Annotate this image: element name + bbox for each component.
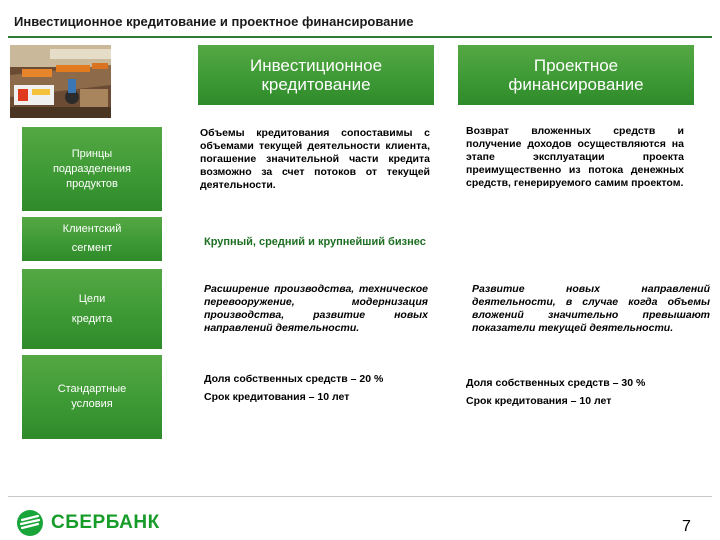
terms-project bbox=[466, 374, 696, 410]
row-header-goals-line-2: кредита bbox=[71, 312, 113, 325]
column-header-project bbox=[458, 45, 694, 105]
footer-divider bbox=[8, 496, 712, 497]
row-header-goals-line-1: Цели bbox=[78, 292, 106, 305]
row-header-principles-line-2: подразделения bbox=[52, 162, 132, 175]
principles-investment-text: Объемы кредитования сопоставимы с объемами текущей деятельности клиента, погашение значительной части кредита возможно за счет потоков от текущей деятельности. bbox=[200, 127, 430, 191]
sberbank-logo bbox=[16, 509, 160, 537]
row-header-terms-line-2: условия bbox=[71, 398, 113, 410]
terms-investment-equity: Доля собственных средств – 20 % bbox=[204, 373, 384, 385]
terms-project-duration: Срок кредитования – 10 лет bbox=[466, 395, 612, 407]
terms-investment-duration: Срок кредитования – 10 лет bbox=[204, 391, 350, 403]
row-header-goals bbox=[22, 269, 162, 349]
page-number: 7 bbox=[682, 518, 691, 535]
column-header-project-line-1: Проектное bbox=[533, 56, 619, 75]
row-header-principles-line-3: продуктов bbox=[66, 177, 118, 190]
row-header-principles-line-1: Принцы bbox=[71, 147, 113, 160]
sberbank-logo-icon bbox=[16, 509, 44, 537]
column-header-project-line-2: финансирование bbox=[508, 75, 644, 94]
row-header-terms bbox=[22, 355, 162, 439]
principles-project-text: Возврат вложенных средств и получение доходов осуществляются на этапе эксплуатации проекта преимущественно из потока денежных средств, генерируемого самим проектом. bbox=[466, 125, 684, 189]
column-header-investment bbox=[198, 45, 434, 105]
goals-project-text: Развитие новых направлений деятельности, в случае когда объемы вложений значительно превышают показатели текущей деятельности. bbox=[472, 283, 710, 334]
segment-text: Крупный, средний и крупнейший бизнес bbox=[204, 236, 426, 248]
row-header-segment bbox=[22, 217, 162, 261]
row-header-principles bbox=[22, 127, 162, 211]
row-header-segment-line-1: Клиентский bbox=[62, 223, 122, 235]
title-bar bbox=[0, 0, 720, 46]
factory-photo bbox=[10, 45, 111, 118]
row-header-segment-line-2: сегмент bbox=[71, 242, 113, 254]
row-header-terms-line-1: Стандартные bbox=[57, 383, 127, 395]
title-divider bbox=[8, 36, 712, 38]
terms-project-equity: Доля собственных средств – 30 % bbox=[466, 377, 646, 389]
logo-text: СБЕРБАНК bbox=[51, 512, 160, 533]
column-header-investment-line-2: кредитование bbox=[261, 75, 371, 94]
page-title: Инвестиционное кредитование и проектное финансирование bbox=[14, 14, 414, 29]
column-header-investment-line-1: Инвестиционное bbox=[249, 56, 383, 75]
terms-investment bbox=[204, 370, 434, 406]
goals-investment-text: Расширение производства, техническое перевооружение, модернизация производства, развитие новых направлений деятельности. bbox=[204, 283, 428, 334]
